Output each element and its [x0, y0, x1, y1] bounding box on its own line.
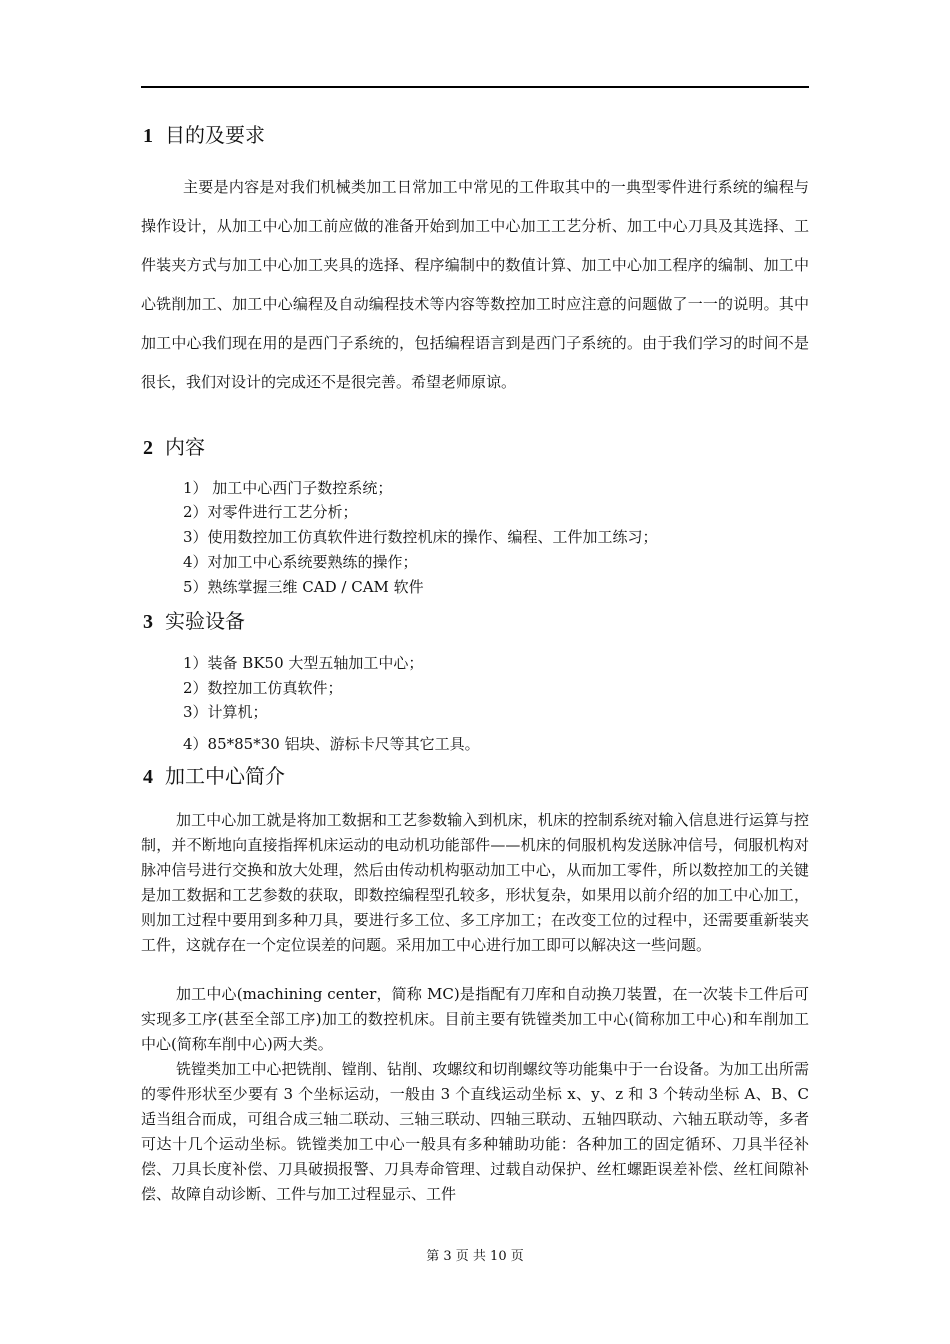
header-rule: [141, 86, 809, 88]
section-number: 1: [143, 125, 153, 147]
section-title: 实验设备: [165, 611, 245, 633]
page-footer: 第 3 页 共 10 页: [426, 1249, 524, 1264]
section-heading-1: [143, 124, 265, 148]
section-heading-2: [143, 436, 205, 460]
section1-paragraph: 主要是内容是对我们机械类加工日常加工中常见的工件取其中的一典型零件进行系统的编程与操作设计，从加工中心加工前应做的准备开始到加工中心加工工艺分析、加工中心刀具及其选择、工件装夹方式与加工中心加工夹具的选择、程序编制中的数值计算、加工中心加工程序的编制、加工中心铣削加工、加工中心编程及自动编程技术等内容等数控加工时应注意的问题做了一一的说明。其中加工中心我们现在用的是西门子系统的，包括编程语言到是西门子系统的。由于我们学习的时间不是很长，我们对设计的完成还不是很完善。希望老师原谅。: [141, 178, 809, 391]
section-heading-4: [143, 765, 285, 789]
list-item: 2）对零件进行工艺分析；: [183, 503, 358, 521]
list-item: 2）数控加工仿真软件；: [183, 679, 343, 697]
section-number: 3: [143, 611, 153, 633]
section4-paragraph-3: 铣镗类加工中心把铣削、镗削、钻削、攻螺纹和切削螺纹等功能集中于一台设备。为加工出所需的零件形状至少要有 3 个坐标运动，一般由 3 个直线运动坐标 x、y、z 和 3 个转动坐标 A、B、C 适当组合而成，可组合成三轴二联动、三轴三联动、四轴三联动、五轴四联动、六轴五联动等，多者可达十几个运动坐标。铣镗类加工中心一般具有多种辅助功能：各种加工的固定循环、刀具半径补偿、刀具长度补偿、刀具破损报警、刀具寿命管理、过载自动保护、丝杠螺距误差补偿、丝杠间隙补偿、故障自动诊断、工件与加工过程显示、工件: [141, 1060, 809, 1203]
list-item: 5）熟练掌握三维 CAD / CAM 软件: [183, 578, 424, 596]
list-item: 1） 加工中心西门子数控系统；: [183, 479, 393, 497]
section-title: 目的及要求: [165, 125, 265, 147]
section4-paragraph-2: 加工中心(machining center，简称 MC)是指配有刀库和自动换刀装置，在一次装卡工件后可实现多工序(甚至全部工序)加工的数控机床。目前主要有铣镗类加工中心(简称加工中心)和车削加工中心(简称车削中心)两大类。: [141, 985, 809, 1053]
section-heading-3: [143, 610, 245, 634]
section-title: 加工中心简介: [165, 766, 285, 788]
section-number: 4: [143, 766, 153, 788]
section4-paragraph-1: 加工中心加工就是将加工数据和工艺参数输入到机床，机床的控制系统对输入信息进行运算与控制，并不断地向直接指挥机床运动的电动机功能部件——机床的伺服机构发送脉冲信号，伺服机构对脉冲信号进行交换和放大处理，然后由传动机构驱动加工中心，从而加工零件，所以数控加工的关键是加工数据和工艺参数的获取，即数控编程型孔较多，形状复杂，如果用以前介绍的加工中心加工，则加工过程中要用到多种刀具，要进行多工位、多工序加工；在改变工位的过程中，还需要重新装夹工件，这就存在一个定位误差的问题。采用加工中心进行加工即可以解决这一些问题。: [141, 811, 809, 954]
section-title: 内容: [165, 437, 205, 459]
list-item: 4）对加工中心系统要熟练的操作；: [183, 553, 418, 571]
section-number: 2: [143, 437, 153, 459]
list-item: 3）计算机；: [183, 703, 268, 721]
list-item: 4）85*85*30 铝块、游标卡尺等其它工具。: [183, 735, 480, 753]
list-item: 1）装备 BK50 大型五轴加工中心；: [183, 654, 424, 672]
list-item: 3）使用数控加工仿真软件进行数控机床的操作、编程、工件加工练习；: [183, 528, 658, 546]
